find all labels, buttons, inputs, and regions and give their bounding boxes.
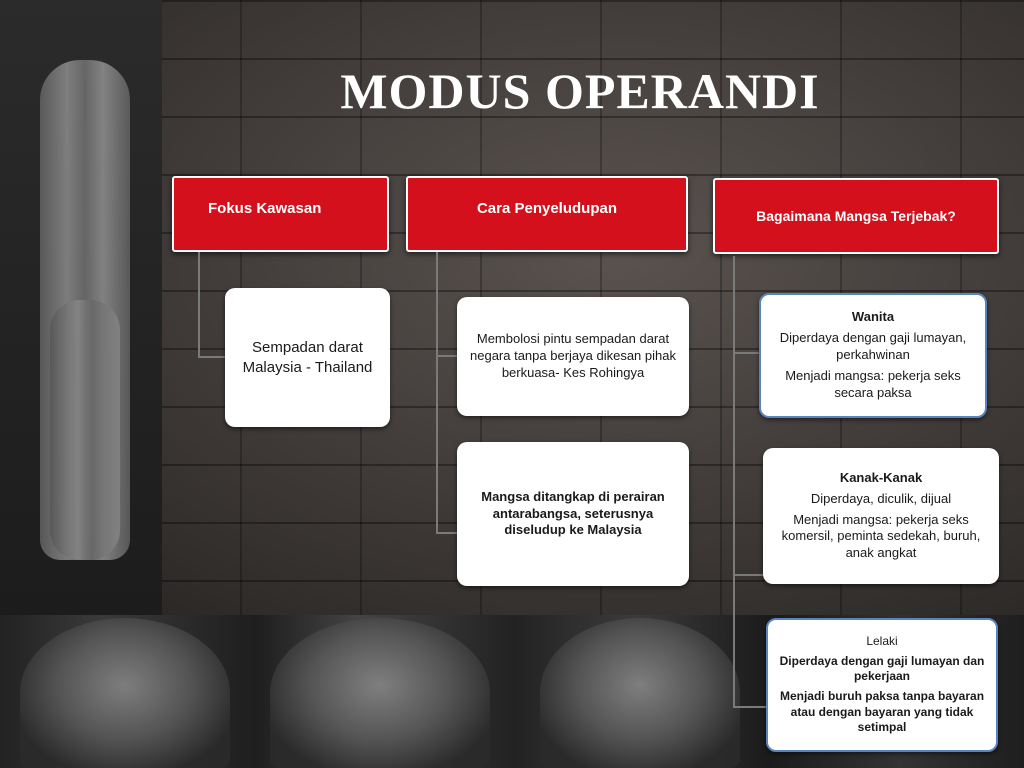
chained-legs-image: [50, 300, 120, 560]
face-photo-2: [270, 618, 490, 768]
card-line: Menjadi mangsa: pekerja seks secara paksa: [785, 367, 961, 400]
card-line: Diperdaya dengan gaji lumayan dan pekerjaan: [779, 653, 985, 684]
header-cara-penyeludupan: Cara Penyeludupan: [406, 176, 688, 252]
card-wanita: [759, 293, 987, 418]
connector-line: [436, 355, 458, 357]
card-text: Membolosi pintu sempadan darat negara tanpa berjaya dikesan pihak berkuasa- Kes Rohingya: [470, 331, 676, 380]
connector-line: [436, 252, 438, 534]
card-text: Mangsa ditangkap di perairan antarabangsa, seterusnya diseludup ke Malaysia: [481, 488, 665, 538]
face-photo-3: [540, 618, 740, 768]
connector-line: [198, 252, 200, 358]
header-fokus-kawasan: Fokus Kawasan: [172, 176, 389, 252]
card-lelaki: [766, 618, 998, 752]
header-bagaimana-mangsa-terjebak: Bagaimana Mangsa Terjebak?: [713, 178, 999, 254]
card-heading: Kanak-Kanak: [839, 469, 923, 485]
card-text: Sempadan darat Malaysia - Thailand: [242, 339, 373, 376]
face-photo-1: [20, 618, 230, 768]
card-heading: Wanita: [851, 309, 895, 325]
card-sempadan-darat: [225, 288, 390, 427]
connector-line: [198, 356, 226, 358]
left-photo-strip: [0, 0, 162, 620]
connector-line: [733, 574, 763, 576]
card-line: Menjadi buruh paksa tanpa bayaran atau dengan bayaran yang tidak setimpal: [779, 689, 985, 735]
connector-line: [733, 352, 761, 354]
card-line: Diperdaya, diculik, dijual: [810, 490, 952, 506]
card-heading: Lelaki: [866, 634, 898, 649]
connector-line: [733, 706, 767, 708]
card-mangsa-ditangkap: [457, 442, 689, 586]
card-membolosi-sempadan: [457, 297, 689, 416]
slide-title: MODUS OPERANDI: [340, 63, 820, 119]
card-line: Diperdaya dengan gaji lumayan, perkahwinan: [779, 330, 967, 363]
card-kanak-kanak: [763, 448, 999, 584]
connector-line: [733, 256, 735, 708]
card-line: Menjadi mangsa: pekerja seks komersil, peminta sedekah, buruh, anak angkat: [781, 511, 981, 561]
connector-line: [436, 532, 458, 534]
